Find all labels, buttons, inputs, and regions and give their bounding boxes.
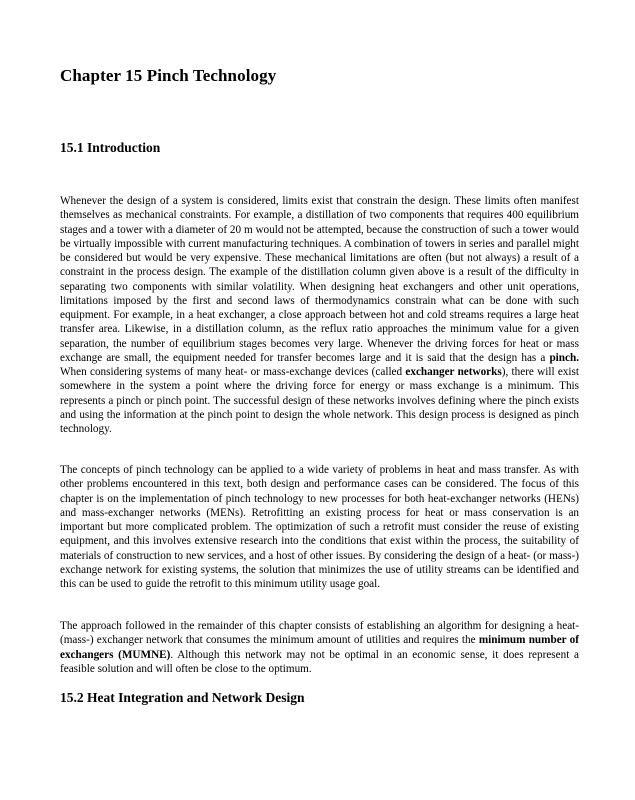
paragraph-1-text-c: When considering systems of many heat- or mass-exchange devices (called bbox=[60, 366, 406, 378]
chapter-title: Chapter 15 Pinch Technology bbox=[60, 66, 277, 85]
term-mumne: minimum number of exchangers (MUMNE) bbox=[60, 634, 580, 661]
paragraph-3 bbox=[60, 619, 579, 676]
term-pinch: pinch. bbox=[549, 351, 579, 364]
section-heading-introduction: 15.1 Introduction bbox=[60, 140, 161, 155]
paragraph-3-text-a: The approach followed in the remainder of this chapter consists of establishing an algorithm for designing a heat- (mass-) exchanger network that consumes the minimum amount of utilities and requires the bbox=[60, 620, 579, 647]
term-exchanger-networks: exchanger networks bbox=[405, 366, 502, 378]
paragraph-2: The concepts of pinch technology can be applied to a wide variety of problems in heat and mass transfer. As with other problems encountered in this text, both design and performance cases can be considered. The focus of this chapter is on the implementation of pinch technology to new processes for both heat-exchanger networks (HENs) and mass-exchanger networks (MENs). Retrofitting an existing process for heat or mass conservation is an important but more complicated problem. The optimization of such a retrofit must consider the reuse of existing equipment, and this involves extensive research into the conditions that exist within the process, the suitability of materials of construction to new services, and a host of other issues. By considering the design of a heat- (or mass-) exchange network for existing systems, the solution that minimizes the use of utility streams can be identified and this can be used to guide the retrofit to this minimum utility usage goal. bbox=[60, 464, 579, 590]
paragraph-1-text-d: ), there will exist somewhere in the system a point where the driving force for energy or mass exchange is a minimum. This represents a pinch or pinch point. The successful design of these networks involves defining where the pinch exists and using the information at the pinch point to design the whole network. This design process is designed as pinch technology. bbox=[60, 366, 580, 435]
paragraph-1 bbox=[60, 194, 579, 436]
paragraph-1-text-a: Whenever the design of a system is considered, limits exist that constrain the design. These limits often manifest themselves as mechanical constraints. For example, a distillation of two components that requires 400 equilibrium stages and a tower with a diameter of 20 m would not be attempted, because the construction of such a tower would be virtually impossible with current manufacturing techniques. A combination of towers in series and parallel might be considered but would be very expensive. These mechanical limitations are often (but not always) a result of a constraint in the process design. The example of the distillation column given above is a result of the difficulty in separating two components with similar volatility. When designing heat exchangers and other unit operations, limitations imposed by the first and second laws of thermodynamics constrain what can be done with such equipment. For example, in a heat exchanger, a close approach between hot and cold streams requires a large heat transfer area. Likewise, in a distillation column, as the reflux ratio approaches the minimum value for a given separation, the number of equilibrium stages becomes very large. Whenever the driving forces for heat or mass exchange are small, the equipment needed for transfer becomes large and it is said that the design has a bbox=[60, 195, 579, 364]
section-heading-heat-integration: 15.2 Heat Integration and Network Design bbox=[60, 690, 305, 705]
paragraph-3-text-c: . Although this network may not be optimal in an economic sense, it does represent a feasible solution and will often be close to the optimum. bbox=[60, 648, 579, 675]
